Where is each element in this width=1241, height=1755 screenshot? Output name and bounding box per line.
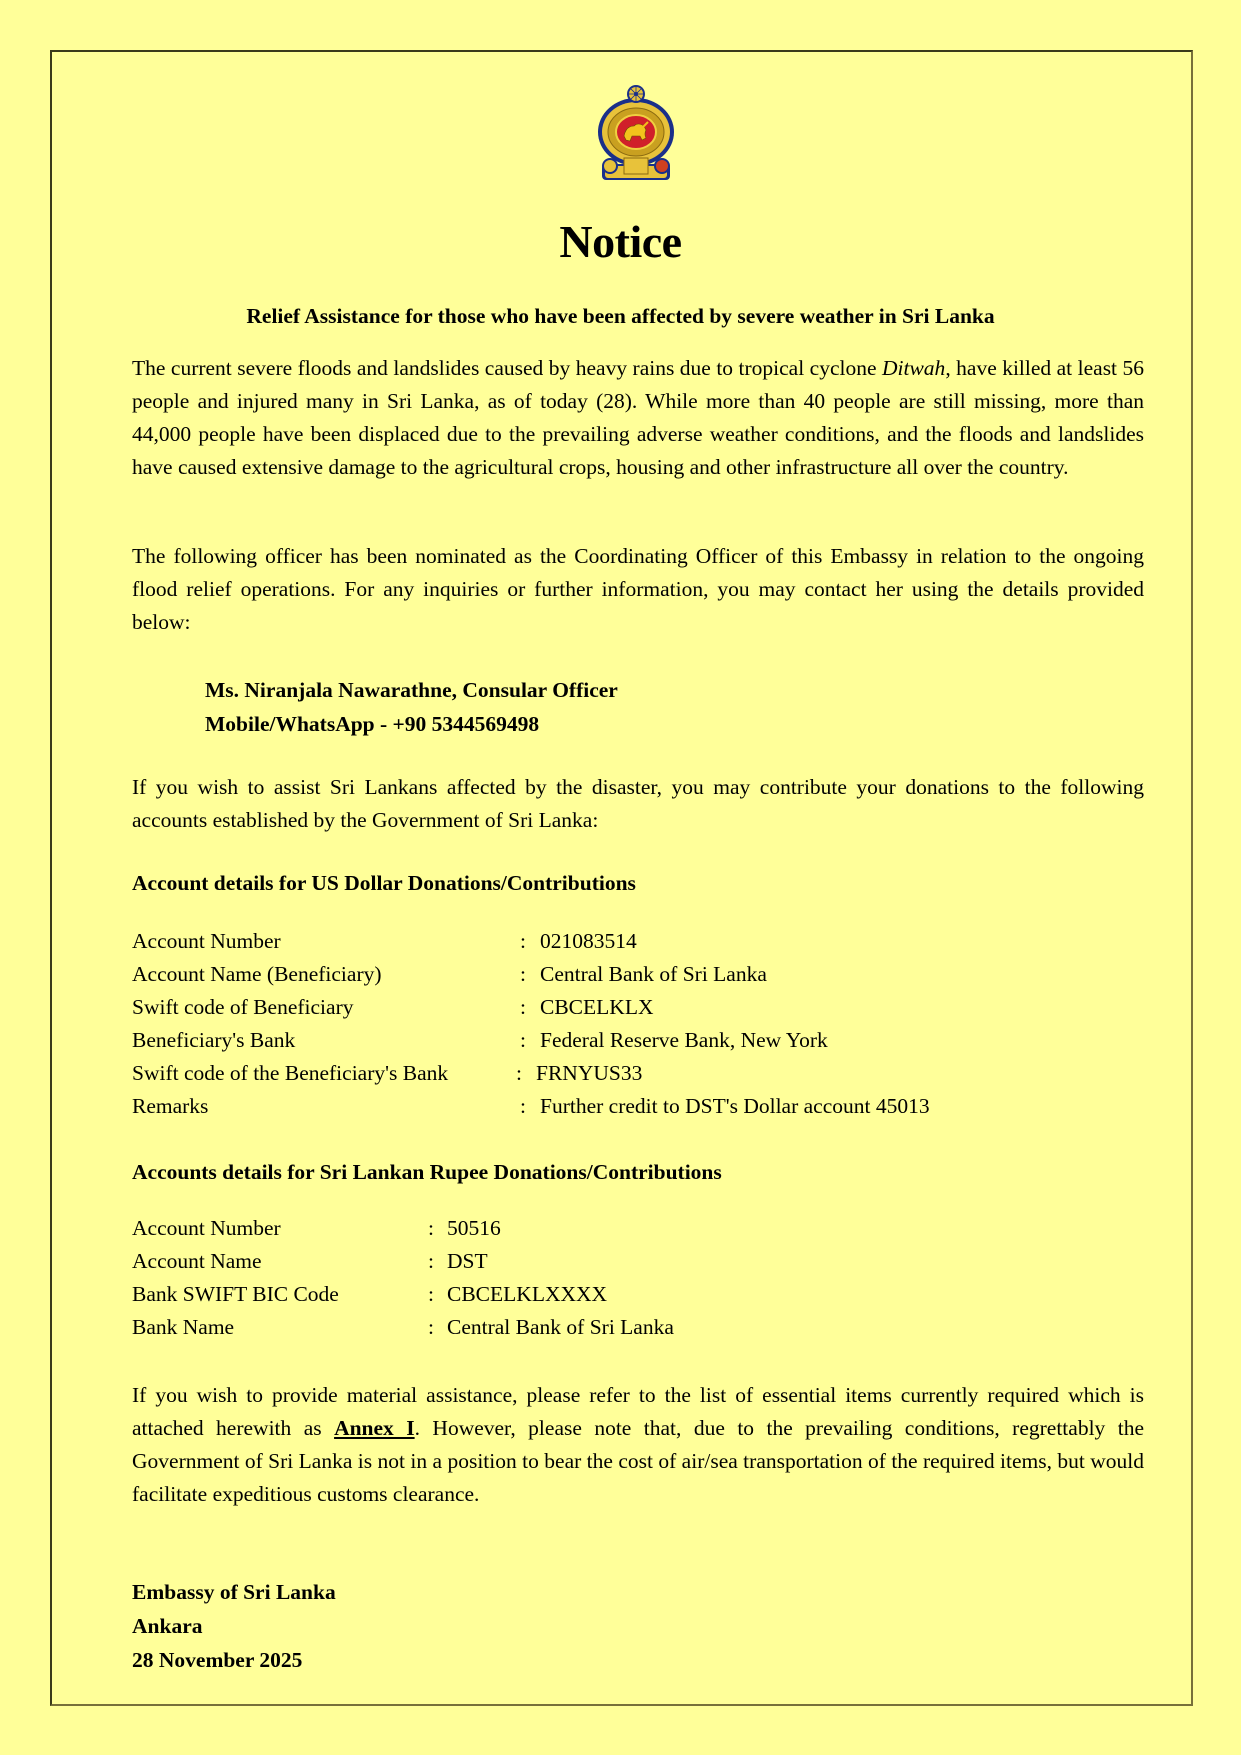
separator: : <box>520 962 526 986</box>
account-label: Account Name (Beneficiary) <box>132 962 382 986</box>
account-label: Swift code of Beneficiary <box>132 995 354 1019</box>
signature-org: Embassy of Sri Lanka <box>132 1580 336 1604</box>
separator: : <box>520 1094 526 1118</box>
material-text-end: . However, please note that, due to the prevailing conditions, regrettably the Government of Sri Lanka is not in a position to bear the cost of air/sea transportation of the required items, but would facilitate expeditious customs clearance. <box>132 1416 1144 1506</box>
account-value: FRNYUS33 <box>536 1061 643 1085</box>
account-label: Bank SWIFT BIC Code <box>132 1282 339 1306</box>
account-value: DST <box>447 1249 488 1273</box>
officer-contact-block <box>205 673 618 741</box>
account-value: 021083514 <box>540 929 637 953</box>
account-label: Bank Name <box>132 1315 235 1339</box>
material-text-start: If you wish to provide material assistance, please refer to the list of essential items currently required which is attached herewith as <box>132 1383 1144 1440</box>
separator: : <box>428 1216 434 1240</box>
account-label: Account Number <box>132 1216 281 1240</box>
separator: : <box>520 1028 526 1052</box>
situation-paragraph <box>132 352 1144 484</box>
account-value: Central Bank of Sri Lanka <box>540 962 767 986</box>
material-assistance-paragraph <box>132 1379 1144 1511</box>
page-subtitle: Relief Assistance for those who have been affected by severe weather in Sri Lanka <box>246 304 995 328</box>
separator: : <box>520 995 526 1019</box>
coordinating-officer-paragraph: The following officer has been nominated as the Coordinating Officer of this Embassy in relation to the ongoing flood relief operations. For any inquiries or further information, you may contact her using the details provided below: <box>132 544 1144 634</box>
separator: : <box>516 1061 522 1085</box>
situation-text-end: , have killed at least 56 people and injured many in Sri Lanka, as of today (28). While more than 40 people are still missing, more than 44,000 people have been displaced due to the prevailing adverse weather conditions, and the floods and landslides have caused extensive damage to the agricultural crops, housing and other infrastructure all over the country. <box>132 356 1144 479</box>
usd-accounts-heading: Account details for US Dollar Donations/Contributions <box>132 871 636 895</box>
separator: : <box>428 1315 434 1339</box>
signature-date: 28 November 2025 <box>132 1648 303 1672</box>
lkr-accounts-heading: Accounts details for Sri Lankan Rupee Donations/Contributions <box>132 1160 722 1184</box>
account-label: Account Number <box>132 929 281 953</box>
situation-text-start: The current severe floods and landslides caused by heavy rains due to tropical cyclone <box>132 356 882 380</box>
account-label: Beneficiary's Bank <box>132 1028 296 1052</box>
account-label: Account Name <box>132 1249 262 1273</box>
signature-block <box>132 1575 336 1677</box>
account-value: CBCELKLX <box>540 995 654 1019</box>
account-label: Remarks <box>132 1094 209 1118</box>
donation-paragraph: If you wish to assist Sri Lankans affected by the disaster, you may contribute your donations to the following accounts established by the Government of Sri Lanka: <box>132 775 1144 832</box>
separator: : <box>520 929 526 953</box>
separator: : <box>428 1282 434 1306</box>
page-title: Notice <box>559 216 682 267</box>
annex-link[interactable]: Annex I <box>334 1416 415 1440</box>
account-label: Swift code of the Beneficiary's Bank <box>132 1061 449 1085</box>
cyclone-name: Ditwah <box>881 356 946 380</box>
signature-city: Ankara <box>132 1614 203 1638</box>
officer-phone[interactable]: Mobile/WhatsApp - +90 5344569498 <box>205 712 540 736</box>
account-value: Further credit to DST's Dollar account 45013 <box>540 1094 930 1118</box>
account-value: Federal Reserve Bank, New York <box>540 1028 828 1052</box>
account-value: Central Bank of Sri Lanka <box>447 1315 674 1339</box>
sri-lanka-emblem-icon <box>588 84 684 184</box>
separator: : <box>428 1249 434 1273</box>
account-value: 50516 <box>447 1216 501 1240</box>
account-value: CBCELKLXXXX <box>447 1282 608 1306</box>
officer-name: Ms. Niranjala Nawarathne, Consular Officer <box>205 678 618 702</box>
